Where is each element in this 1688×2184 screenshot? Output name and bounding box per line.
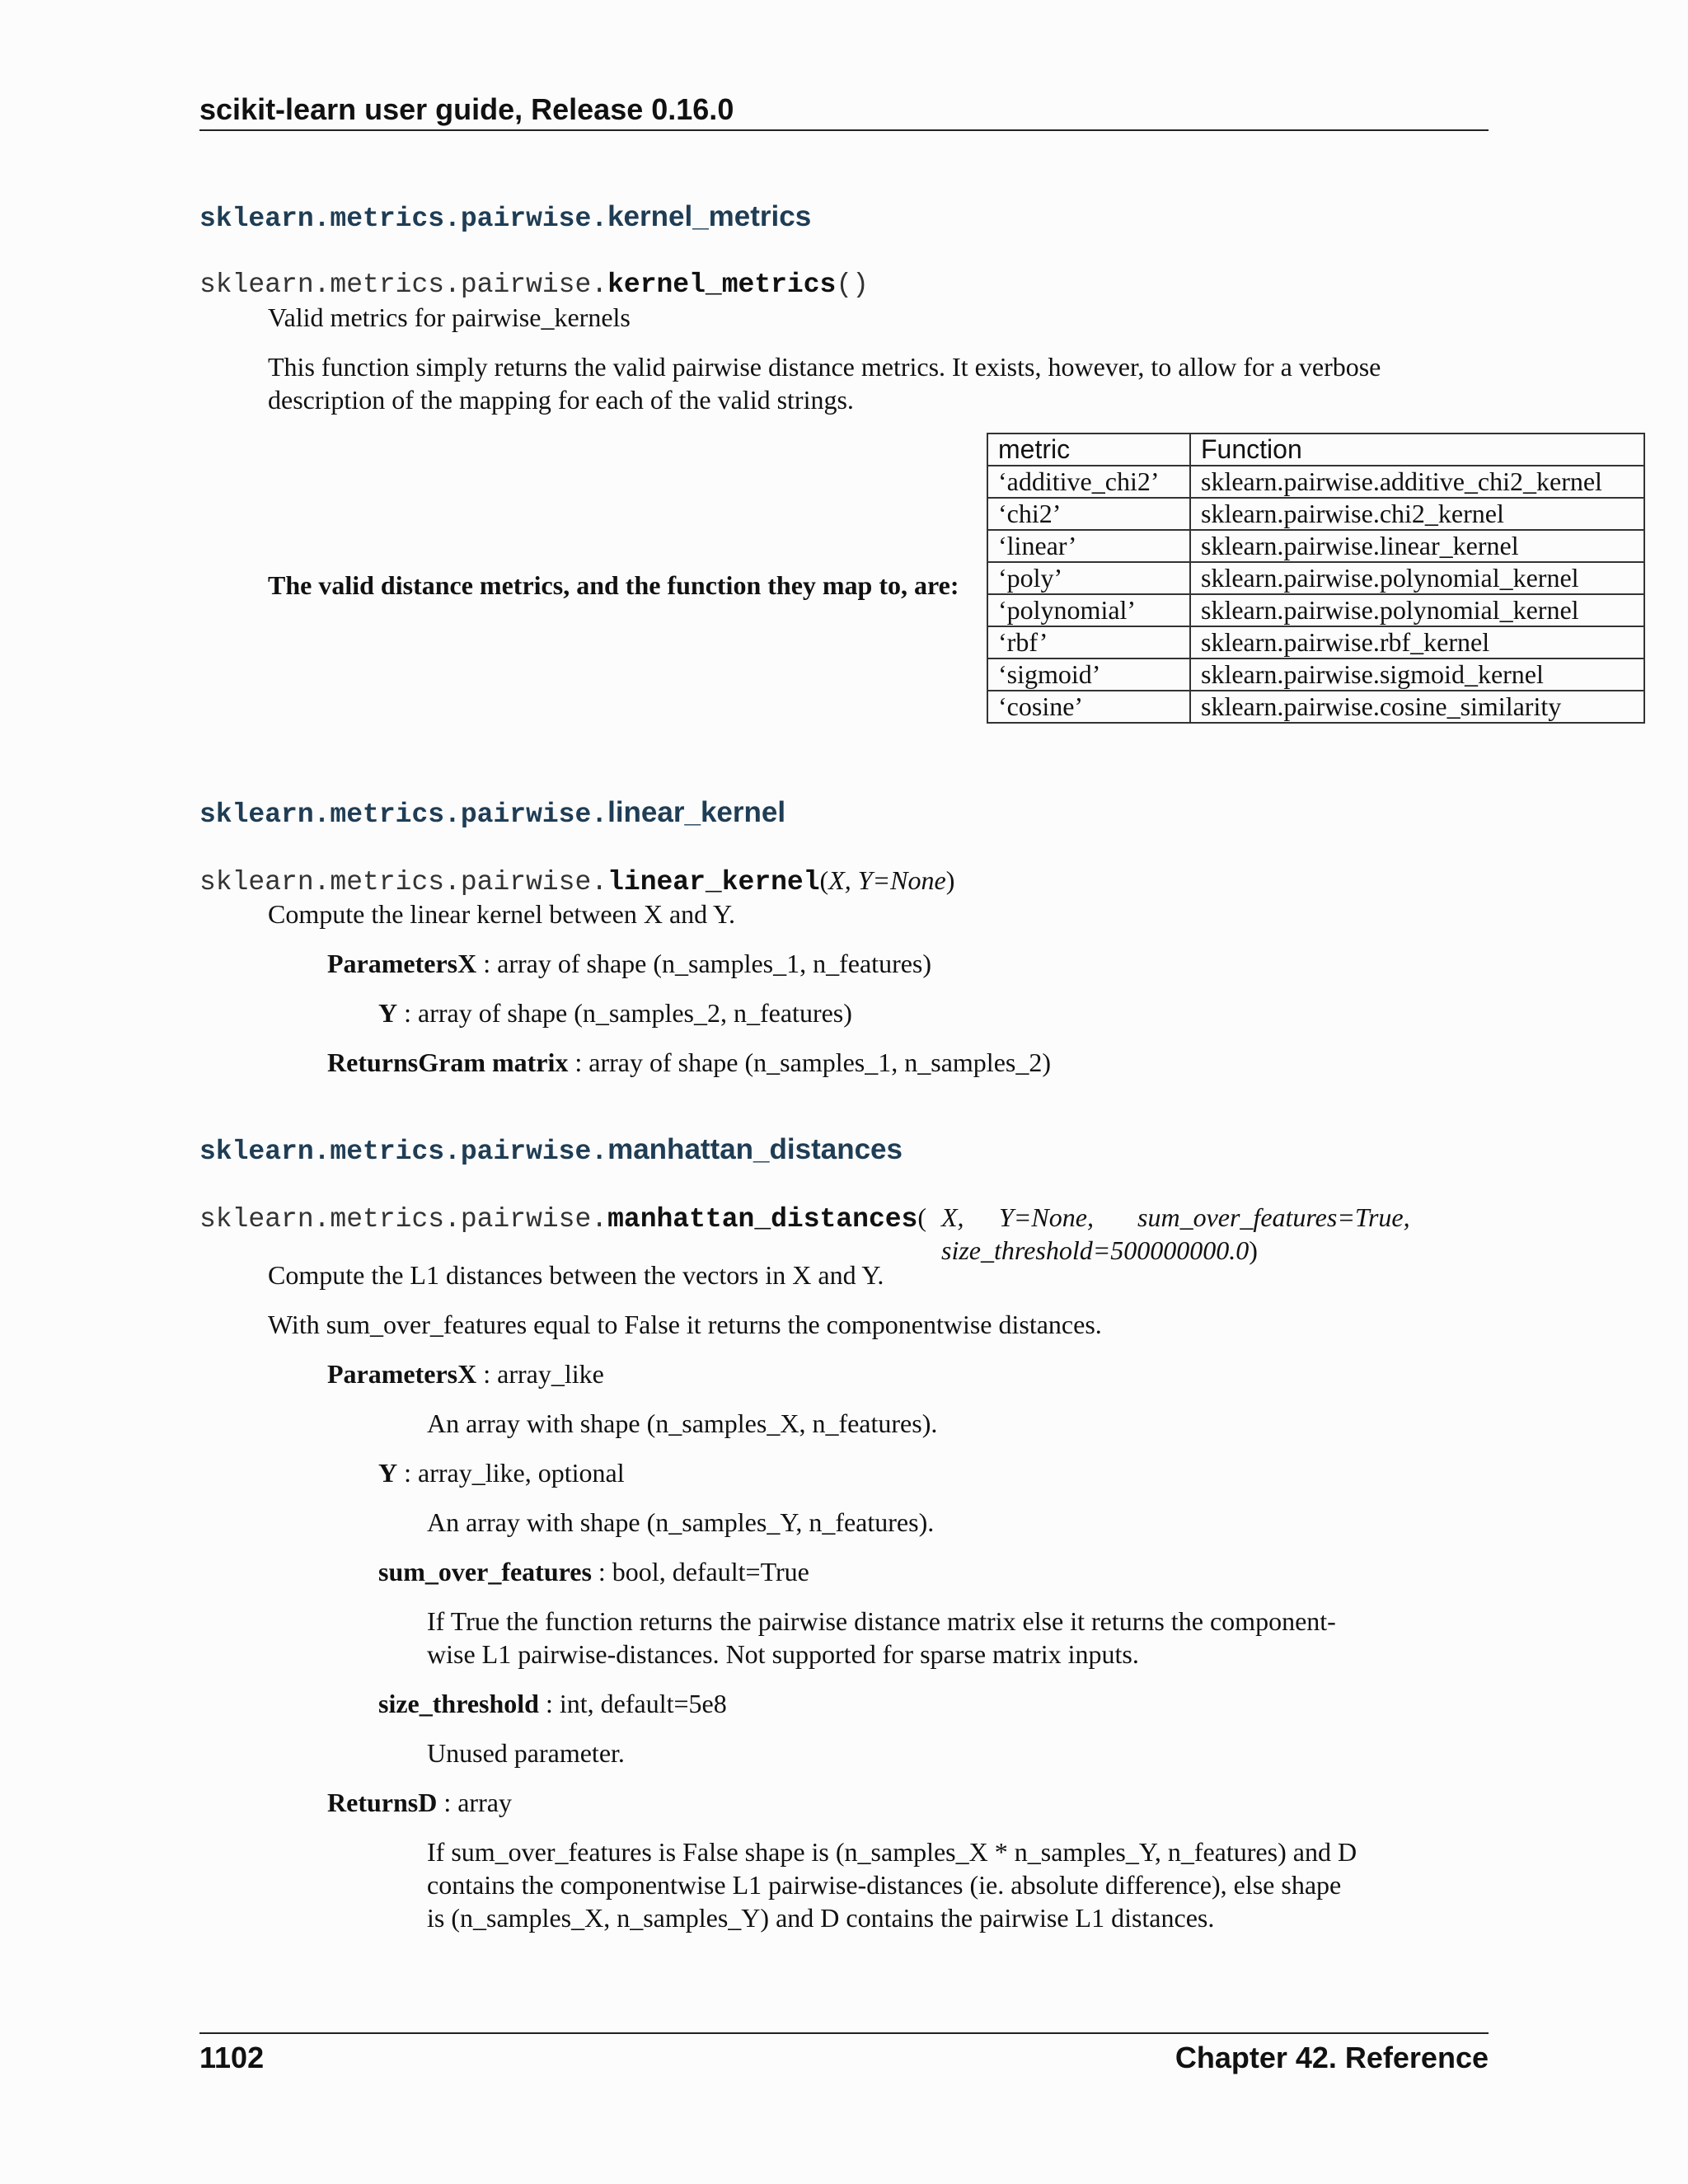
table-cell-function: sklearn.pairwise.linear_kernel xyxy=(1190,530,1644,562)
page-number: 1102 xyxy=(199,2041,265,2074)
signature-kernel-metrics xyxy=(199,269,869,300)
signature-name: linear_kernel xyxy=(607,867,820,898)
section-title-name: manhattan_distances xyxy=(607,1133,903,1165)
param-name: size_threshold xyxy=(378,1689,539,1718)
note-manhattan-distances: With sum_over_features equal to False it returns the componentwise distances. xyxy=(268,1310,1102,1339)
signature-close-paren: ) xyxy=(1249,1235,1258,1265)
signature-name: kernel_metrics xyxy=(607,269,837,300)
param-sum-description-line-2: wise L1 pairwise-distances. Not supported for sparse matrix inputs. xyxy=(427,1639,1139,1669)
return-name: Gram matrix xyxy=(418,1047,569,1077)
signature-arg-size-threshold: size_threshold=500000000.0 xyxy=(941,1235,1250,1265)
signature-linear-kernel xyxy=(199,865,954,898)
param-type: : array_like, optional xyxy=(397,1458,625,1488)
signature-args: X, Y=None xyxy=(828,865,946,895)
header-rule xyxy=(199,129,1489,131)
table-row xyxy=(987,691,1644,723)
section-title-module: sklearn.metrics.pairwise. xyxy=(199,799,608,830)
param-size-description: Unused parameter. xyxy=(427,1738,625,1768)
signature-manhattan-distances xyxy=(199,1202,926,1235)
signature-close-paren: ) xyxy=(945,865,955,895)
table-cell-metric: ‘linear’ xyxy=(987,530,1190,562)
signature-prefix: sklearn.metrics.pairwise. xyxy=(199,269,608,300)
signature-open-paren: ( xyxy=(819,865,829,895)
signature-open-paren: ( xyxy=(917,1202,927,1232)
table-cell-metric: ‘additive_chi2’ xyxy=(987,466,1190,498)
return-type: : array xyxy=(437,1788,512,1817)
return-description-line-1: If sum_over_features is False shape is (n_samples_X * n_samples_Y, n_features) and D xyxy=(427,1837,1357,1867)
metrics-table-label: The valid distance metrics, and the function they map to, are: xyxy=(268,570,959,600)
running-header: scikit-learn user guide, Release 0.16.0 xyxy=(199,92,734,126)
signature-arg-2 xyxy=(999,1202,1094,1234)
table-row xyxy=(987,594,1644,626)
table-cell-metric: ‘rbf’ xyxy=(987,626,1190,658)
table-cell-metric: ‘sigmoid’ xyxy=(987,658,1190,691)
table-cell-function: sklearn.pairwise.additive_chi2_kernel xyxy=(1190,466,1644,498)
metrics-table xyxy=(987,433,1645,724)
param-type: : bool, default=True xyxy=(591,1557,809,1586)
table-row xyxy=(987,530,1644,562)
returns-manhattan xyxy=(327,1786,512,1819)
param-name: X xyxy=(457,1359,477,1389)
description-line-1: This function simply returns the valid pairwise distance metrics. It exists, however, to allow for a verbose xyxy=(268,352,1381,382)
signature-prefix: sklearn.metrics.pairwise. xyxy=(199,867,608,898)
table-row xyxy=(987,626,1644,658)
section-title-name: kernel_metrics xyxy=(607,200,812,232)
param-name: Y xyxy=(378,1458,398,1488)
table-cell-metric: ‘cosine’ xyxy=(987,691,1190,723)
table-cell-function: sklearn.pairwise.chi2_kernel xyxy=(1190,498,1644,530)
table-header-metric: metric xyxy=(987,434,1190,466)
table-row xyxy=(987,498,1644,530)
table-cell-function: sklearn.pairwise.polynomial_kernel xyxy=(1190,562,1644,594)
param-sum-over-features xyxy=(378,1555,809,1588)
return-type: : array of shape (n_samples_1, n_samples_2) xyxy=(568,1047,1051,1077)
signature-prefix: sklearn.metrics.pairwise. xyxy=(199,1204,608,1235)
section-title-module: sklearn.metrics.pairwise. xyxy=(199,204,608,234)
param-type: : array_like xyxy=(476,1359,604,1389)
signature-name: manhattan_distances xyxy=(607,1204,918,1235)
param-type: : array of shape (n_samples_2, n_features) xyxy=(397,998,852,1028)
param-y-description: An array with shape (n_samples_Y, n_features). xyxy=(427,1507,935,1537)
parameters-label: Parameters xyxy=(327,949,458,978)
section-title-manhattan-distances[interactable] xyxy=(199,1133,903,1167)
section-title-module: sklearn.metrics.pairwise. xyxy=(199,1137,608,1167)
table-row xyxy=(987,658,1644,691)
param-name: sum_over_features xyxy=(378,1557,592,1586)
table-cell-metric: ‘chi2’ xyxy=(987,498,1190,530)
param-x-linear-kernel xyxy=(327,947,931,980)
table-row xyxy=(987,562,1644,594)
summary-kernel-metrics: Valid metrics for pairwise_kernels xyxy=(268,302,631,332)
param-x-manhattan xyxy=(327,1357,604,1390)
description-line-2: description of the mapping for each of the valid strings. xyxy=(268,385,854,415)
param-name: Y xyxy=(378,998,398,1028)
table-cell-function: sklearn.pairwise.cosine_similarity xyxy=(1190,691,1644,723)
signature-parens: () xyxy=(836,269,869,300)
param-type: : int, default=5e8 xyxy=(538,1689,727,1718)
signature-arg-3 xyxy=(1137,1202,1410,1234)
returns-linear-kernel xyxy=(327,1046,1051,1079)
signature-arg-y: Y=None, xyxy=(999,1202,1094,1232)
signature-arg-x: X, xyxy=(941,1202,964,1232)
table-cell-metric: ‘polynomial’ xyxy=(987,594,1190,626)
table-row xyxy=(987,466,1644,498)
param-type: : array of shape (n_samples_1, n_features) xyxy=(476,949,932,978)
param-name: X xyxy=(457,949,477,978)
returns-label: Returns xyxy=(327,1788,419,1817)
table-cell-function: sklearn.pairwise.sigmoid_kernel xyxy=(1190,658,1644,691)
table-cell-function: sklearn.pairwise.polynomial_kernel xyxy=(1190,594,1644,626)
table-cell-function: sklearn.pairwise.rbf_kernel xyxy=(1190,626,1644,658)
param-y-manhattan xyxy=(378,1456,625,1489)
signature-arg-1 xyxy=(941,1202,964,1234)
section-title-kernel-metrics[interactable] xyxy=(199,200,811,234)
return-description-line-3: is (n_samples_X, n_samples_Y) and D contains the pairwise L1 distances. xyxy=(427,1903,1215,1933)
signature-arg-4 xyxy=(941,1235,1258,1267)
chapter-title: Chapter 42. Reference xyxy=(1175,2041,1489,2074)
returns-label: Returns xyxy=(327,1047,419,1077)
summary-linear-kernel: Compute the linear kernel between X and Y. xyxy=(268,899,735,929)
return-name: D xyxy=(418,1788,438,1817)
param-x-description: An array with shape (n_samples_X, n_features). xyxy=(427,1408,938,1438)
table-cell-metric: ‘poly’ xyxy=(987,562,1190,594)
footer-rule xyxy=(199,2032,1489,2034)
signature-arg-sum-over-features: sum_over_features=True, xyxy=(1137,1202,1410,1232)
table-header-row xyxy=(987,434,1644,466)
section-title-name: linear_kernel xyxy=(607,796,786,828)
return-description-line-2: contains the componentwise L1 pairwise-distances (ie. absolute difference), else shape xyxy=(427,1870,1342,1900)
summary-manhattan-distances: Compute the L1 distances between the vectors in X and Y. xyxy=(268,1260,884,1290)
table-header-function: Function xyxy=(1190,434,1644,466)
parameters-label: Parameters xyxy=(327,1359,458,1389)
section-title-linear-kernel[interactable] xyxy=(199,796,785,830)
param-size-threshold xyxy=(378,1687,727,1720)
param-y-linear-kernel xyxy=(378,996,852,1029)
param-sum-description-line-1: If True the function returns the pairwise distance matrix else it returns the component- xyxy=(427,1606,1336,1636)
